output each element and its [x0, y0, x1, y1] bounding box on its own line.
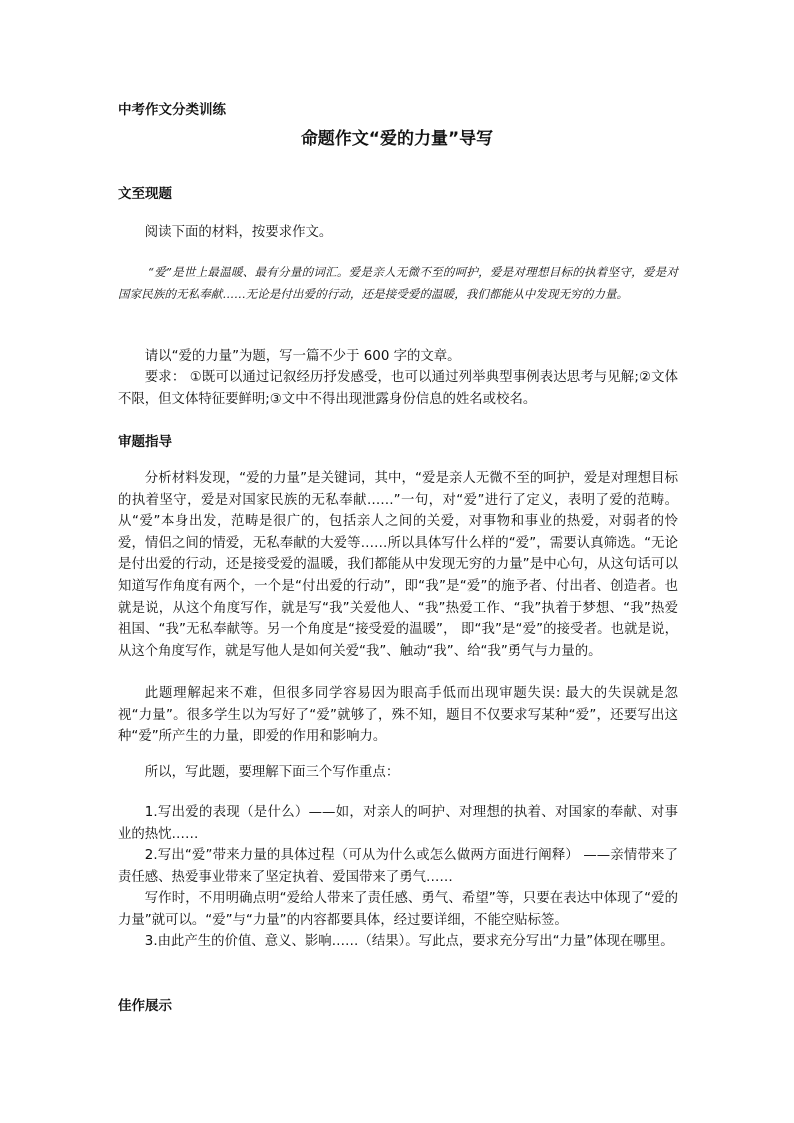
writing-tip: 写作时，不用明确点明“爱给人带来了责任感、勇气、希望”等，只要在表达中体现了“爱的力量”就可以。“爱”与“力量”的内容都要具体，经过要详细，不能空贴标签。	[118, 891, 678, 928]
focus-point-1: 1.写出爱的表现（是什么）——如，对亲人的呵护、对理想的执着、对国家的奉献、对事业的热忱……	[118, 805, 678, 842]
requirements-text: 要求： ①既可以通过记叙经历抒发感受，也可以通过列举典型事例表达思考与见解;②文体不限，但文体特征要鲜明;③文中不得出现泄露身份信息的姓名或校名。	[118, 370, 678, 407]
material-quote: “爱”是世上最温暖、最有分量的词汇。爱是亲人无微不至的呵护，爱是对理想目标的执着坚守，爱是对国家民族的无私奉献……无论是付出爱的行动，还是接受爱的温暖，我们都能从中发现无穷的力量。	[118, 265, 678, 301]
prompt-text: 请以“爱的力量”为题，写一篇不少于 600 字的文章。	[144, 349, 461, 364]
instruction-text: 阅读下面的材料，按要求作文。	[144, 225, 333, 240]
focus-point-3: 3.由此产生的价值、意义、影响……（结果）。写此点，要求充分写出“力量”体现在哪里。	[144, 934, 674, 949]
analysis-paragraph: 分析材料发现，“爱的力量”是关键词，其中，“爱是亲人无微不至的呵护，爱是对理想目标的执着坚守，爱是对国家民族的无私奉献……”一句，对“爱”进行了定义，表明了爱的范畴。从“爱”本身出发，范畴是很广的，包括亲人之间的关爱，对事物和事业的热爱，对弱者的怜爱，情侣之间的情爱，无私奉献的大爱等……所以具体写什么样的“爱”，需要认真筛选。“无论是付出爱的行动，还是接受爱的温暖，我们都能从中发现无穷的力量”是中心句，从这句话可以知道写作角度有两个，一个是“付出爱的行动”，即“我”是“爱”的施予者、付出者、创造者。也就是说，从这个角度写作，就是写“我”关爱他人、“我”热爱工作、“我”执着于梦想、“我”热爱祖国、“我”无私奉献等。另一个角度是“接受爱的温暖”， 即“我”是“爱”的接受者。也就是说，从这个角度写作，就是写他人是如何关爱“我”、触动“我”、给“我”勇气与力量的。	[118, 471, 678, 659]
section-heading-topic: 文至现题	[118, 186, 172, 202]
page-title: 命题作文“爱的力量”导写	[300, 129, 494, 149]
section-heading-examples: 佳作展示	[118, 998, 172, 1014]
focus-point-2: 2.写出“爱”带来力量的具体过程（可从为什么或怎么做两方面进行阐释） ——亲情带来了责任感、热爱事业带来了坚定执着、爱国带来了勇气……	[118, 848, 678, 885]
focus-intro: 所以，写此题，要理解下面三个写作重点：	[144, 765, 400, 780]
section-heading-guidance: 审题指导	[118, 434, 172, 450]
misreading-paragraph: 此题理解起来不难，但很多同学容易因为眼高手低而出现审题失误: 最大的失误就是忽视“力量”。很多学生以为写好了“爱”就够了，殊不知，题目不仅要求写某种“爱”，还要写出这种“爱”所产生的力量，即爱的作用和影响力。	[118, 686, 678, 745]
category-label: 中考作文分类训练	[118, 102, 226, 118]
